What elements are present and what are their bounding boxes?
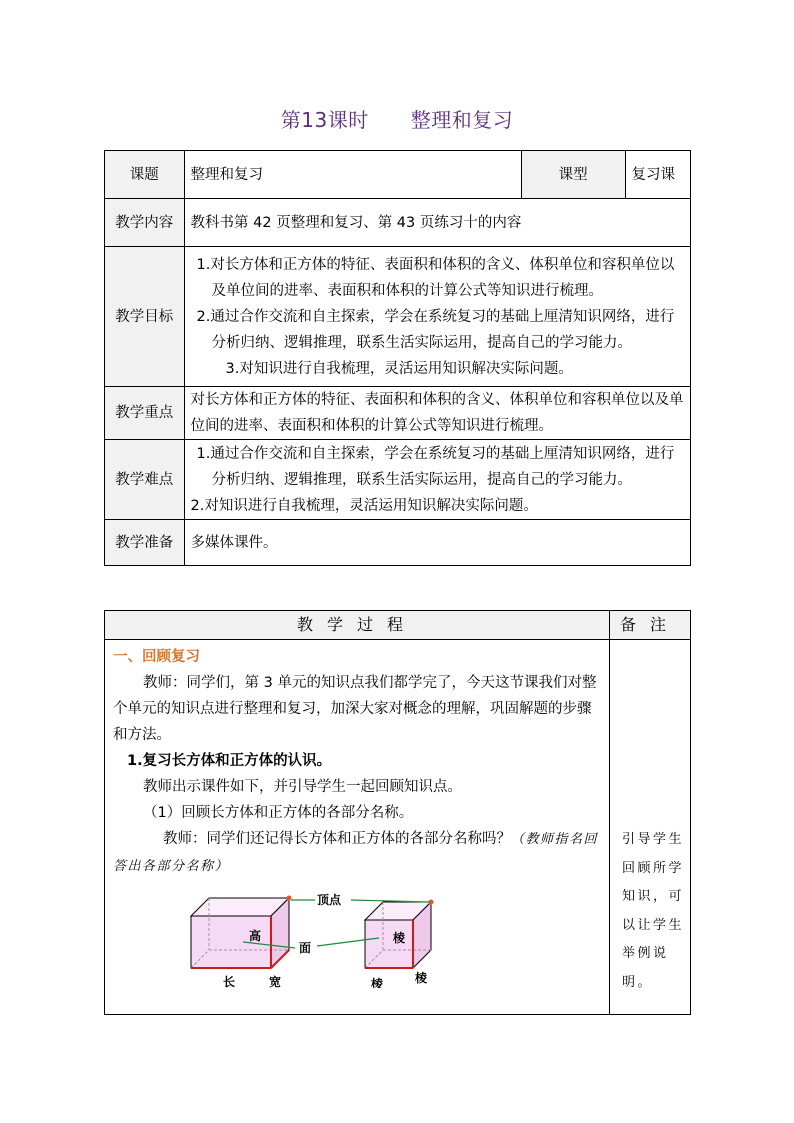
goals-label: 教学目标 [105, 247, 185, 387]
difficult-points-label: 教学难点 [105, 440, 185, 520]
teaching-process-table [104, 610, 691, 1015]
label-length: 长 [223, 975, 236, 988]
lesson-info-table [104, 150, 691, 566]
goal-item: 1.对长方体和正方体的特征、表面积和体积的含义、体积单位和容积单位以及单位间的进率、表面积和体积的计算公式等知识进行梳理。 [196, 256, 675, 299]
type-label: 课型 [521, 151, 625, 199]
cuboid-figure [191, 896, 292, 969]
topic-value: 整理和复习 [184, 151, 521, 199]
content-value: 教科书第 42 页整理和复习、第 43 页练习十的内容 [184, 199, 690, 247]
cuboid-vertex [287, 896, 292, 901]
topic-label: 课题 [105, 151, 185, 199]
cuboid-cube-diagram [183, 888, 603, 988]
intro-paragraph: 教师：同学们，第 3 单元的知识点我们都学完了，今天这节课我们对整个单元的知识点进行整理和复习，加深大家对概念的理解，巩固解题的步骤和方法。 [113, 675, 597, 743]
label-edge-bottom: 棱 [371, 977, 384, 988]
key-points-value: 对长方体和正方体的特征、表面积和体积的含义、体积单位和容积单位以及单位间的进率、表面积和体积的计算公式等知识进行梳理。 [184, 387, 690, 440]
process-header: 教学过程 [105, 611, 610, 640]
label-height: 高 [249, 929, 262, 943]
preparation-value: 多媒体课件。 [184, 520, 690, 566]
goals-cell [184, 247, 690, 387]
page-title [0, 104, 794, 133]
label-face: 面 [299, 941, 312, 955]
label-width: 宽 [269, 975, 282, 988]
difficult-points-cell [184, 440, 690, 520]
type-value: 复习课 [625, 151, 690, 199]
preparation-label: 教学准备 [105, 520, 185, 566]
notes-header: 备注 [610, 611, 691, 640]
difficult-item: 2.对知识进行自我梳理，灵活运用知识解决实际问题。 [190, 497, 538, 514]
content-label: 教学内容 [105, 199, 185, 247]
teacher-instruction: （教师指名回答出各部分名称） [113, 832, 599, 874]
goal-item: 2.通过合作交流和自主探索，学会在系统复习的基础上厘清知识网络，进行分析归纳、逻辑推理，联系生活实际运用，提高自己的学习能力。 [196, 308, 675, 351]
teaching-note: 引导学生回顾所学知识，可以让学生举例说明。 [610, 640, 691, 1015]
teacher-question [113, 826, 603, 880]
process-content [105, 640, 610, 1015]
label-edge-right: 棱 [415, 971, 428, 985]
review-item-heading: 1.复习长方体和正方体的认识。 [127, 753, 332, 769]
teacher-question-text: 教师：同学们还记得长方体和正方体的各部分名称吗？ [163, 831, 511, 847]
goal-item: 3.对知识进行自我梳理，灵活运用知识解决实际问题。 [225, 360, 573, 377]
review-item-description: 教师出示课件如下，并引导学生一起回顾知识点。 [143, 779, 462, 795]
difficult-item: 1.通过合作交流和自主探索，学会在系统复习的基础上厘清知识网络，进行分析归纳、逻辑推理，联系生活实际运用，提高自己的学习能力。 [196, 445, 675, 488]
lesson-number: 第13课时 [280, 108, 369, 132]
review-subitem: （1）回顾长方体和正方体的各部分名称。 [143, 805, 414, 821]
section-heading: 一、回顾复习 [113, 649, 200, 665]
label-vertex: 顶点 [317, 893, 342, 907]
key-points-label: 教学重点 [105, 387, 185, 440]
label-edge-inner: 棱 [393, 931, 406, 945]
lesson-topic: 整理和复习 [410, 108, 514, 132]
cube-vertex [429, 900, 434, 905]
